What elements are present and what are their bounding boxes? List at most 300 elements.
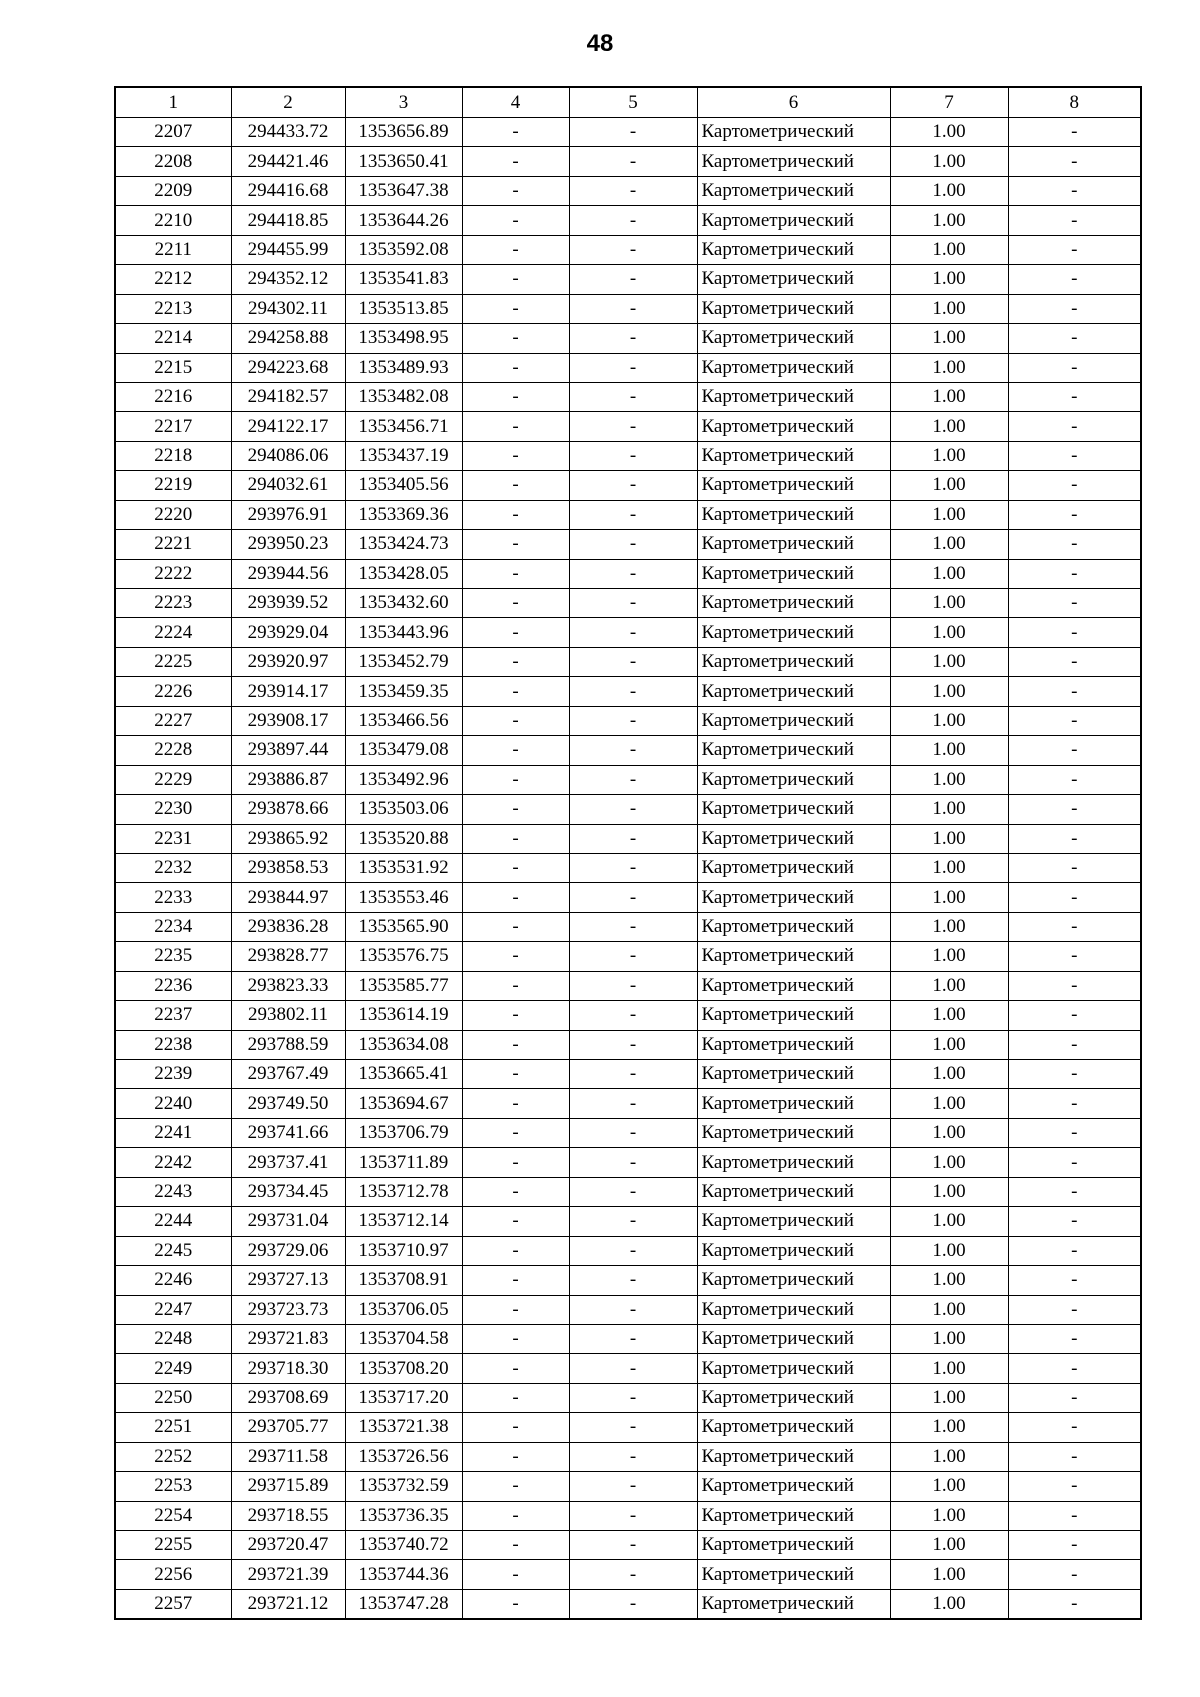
method-cell: Картометрический: [697, 265, 890, 294]
col8-cell: -: [1008, 824, 1141, 853]
point-number-cell: 2249: [115, 1354, 231, 1383]
table-row: [115, 1413, 1141, 1442]
col8-cell: -: [1008, 1501, 1141, 1530]
point-number-cell: 2236: [115, 971, 231, 1000]
y-coordinate-cell: 1353665.41: [345, 1060, 462, 1089]
y-coordinate-cell: 1353736.35: [345, 1501, 462, 1530]
accuracy-cell: 1.00: [890, 1295, 1008, 1324]
x-coordinate-cell: 294433.72: [231, 118, 345, 147]
table-row: [115, 235, 1141, 264]
col5-cell: -: [569, 589, 697, 618]
method-cell: Картометрический: [697, 736, 890, 765]
col5-cell: -: [569, 1030, 697, 1059]
table-body: [115, 118, 1141, 1620]
point-number-cell: 2244: [115, 1207, 231, 1236]
col4-cell: -: [462, 1060, 569, 1089]
method-cell: Картометрический: [697, 1531, 890, 1560]
point-number-cell: 2242: [115, 1148, 231, 1177]
col8-cell: -: [1008, 1060, 1141, 1089]
accuracy-cell: 1.00: [890, 706, 1008, 735]
method-cell: Картометрический: [697, 1501, 890, 1530]
col4-cell: -: [462, 971, 569, 1000]
x-coordinate-cell: 293718.30: [231, 1354, 345, 1383]
col5-cell: -: [569, 883, 697, 912]
y-coordinate-cell: 1353452.79: [345, 647, 462, 676]
col5-cell: -: [569, 1354, 697, 1383]
col5-cell: -: [569, 1177, 697, 1206]
table-row: [115, 1501, 1141, 1530]
point-number-cell: 2257: [115, 1589, 231, 1619]
method-cell: Картометрический: [697, 1030, 890, 1059]
table-row: [115, 883, 1141, 912]
point-number-cell: 2228: [115, 736, 231, 765]
col8-cell: -: [1008, 1560, 1141, 1589]
table-row: [115, 324, 1141, 353]
method-cell: Картометрический: [697, 118, 890, 147]
method-cell: Картометрический: [697, 853, 890, 882]
table-row: [115, 1030, 1141, 1059]
col8-cell: -: [1008, 118, 1141, 147]
table-row: [115, 176, 1141, 205]
col8-cell: -: [1008, 176, 1141, 205]
page-number: 48: [586, 30, 614, 57]
col8-cell: -: [1008, 500, 1141, 529]
y-coordinate-cell: 1353513.85: [345, 294, 462, 323]
col8-cell: -: [1008, 235, 1141, 264]
x-coordinate-cell: 293836.28: [231, 912, 345, 941]
table-row: [115, 1089, 1141, 1118]
col5-cell: -: [569, 176, 697, 205]
col8-cell: -: [1008, 1177, 1141, 1206]
x-coordinate-cell: 293939.52: [231, 589, 345, 618]
table-row: [115, 382, 1141, 411]
method-cell: Картометрический: [697, 324, 890, 353]
col8-cell: -: [1008, 471, 1141, 500]
y-coordinate-cell: 1353405.56: [345, 471, 462, 500]
col5-cell: -: [569, 765, 697, 794]
table-row: [115, 736, 1141, 765]
accuracy-cell: 1.00: [890, 206, 1008, 235]
col4-cell: -: [462, 471, 569, 500]
y-coordinate-cell: 1353647.38: [345, 176, 462, 205]
table-row: [115, 441, 1141, 470]
accuracy-cell: 1.00: [890, 324, 1008, 353]
accuracy-cell: 1.00: [890, 265, 1008, 294]
col4-cell: -: [462, 942, 569, 971]
table-row: [115, 1236, 1141, 1265]
point-number-cell: 2213: [115, 294, 231, 323]
col8-cell: -: [1008, 1413, 1141, 1442]
y-coordinate-cell: 1353744.36: [345, 1560, 462, 1589]
x-coordinate-cell: 294223.68: [231, 353, 345, 382]
y-coordinate-cell: 1353712.78: [345, 1177, 462, 1206]
method-cell: Картометрический: [697, 412, 890, 441]
col5-cell: -: [569, 795, 697, 824]
col4-cell: -: [462, 1354, 569, 1383]
point-number-cell: 2247: [115, 1295, 231, 1324]
col8-cell: -: [1008, 324, 1141, 353]
col5-cell: -: [569, 853, 697, 882]
accuracy-cell: 1.00: [890, 147, 1008, 176]
accuracy-cell: 1.00: [890, 765, 1008, 794]
table-row: [115, 765, 1141, 794]
point-number-cell: 2216: [115, 382, 231, 411]
table-row: [115, 1001, 1141, 1030]
x-coordinate-cell: 293920.97: [231, 647, 345, 676]
table-row: [115, 1266, 1141, 1295]
col5-cell: -: [569, 382, 697, 411]
x-coordinate-cell: 293897.44: [231, 736, 345, 765]
y-coordinate-cell: 1353492.96: [345, 765, 462, 794]
col4-cell: -: [462, 441, 569, 470]
col8-cell: -: [1008, 1089, 1141, 1118]
x-coordinate-cell: 293721.83: [231, 1324, 345, 1353]
method-cell: Картометрический: [697, 706, 890, 735]
point-number-cell: 2248: [115, 1324, 231, 1353]
x-coordinate-cell: 293711.58: [231, 1442, 345, 1471]
point-number-cell: 2229: [115, 765, 231, 794]
point-number-cell: 2219: [115, 471, 231, 500]
y-coordinate-cell: 1353466.56: [345, 706, 462, 735]
col5-cell: -: [569, 441, 697, 470]
col8-cell: -: [1008, 765, 1141, 794]
y-coordinate-cell: 1353443.96: [345, 618, 462, 647]
col5-cell: -: [569, 706, 697, 735]
col5-cell: -: [569, 1560, 697, 1589]
col5-cell: -: [569, 1589, 697, 1619]
method-cell: Картометрический: [697, 1266, 890, 1295]
col5-cell: -: [569, 1383, 697, 1412]
table-row: [115, 589, 1141, 618]
method-cell: Картометрический: [697, 1207, 890, 1236]
table-row: [115, 500, 1141, 529]
method-cell: Картометрический: [697, 1560, 890, 1589]
column-header-1: 1: [115, 87, 231, 118]
table-row: [115, 265, 1141, 294]
table-row: [115, 1177, 1141, 1206]
col4-cell: -: [462, 1089, 569, 1118]
y-coordinate-cell: 1353553.46: [345, 883, 462, 912]
col5-cell: -: [569, 618, 697, 647]
y-coordinate-cell: 1353489.93: [345, 353, 462, 382]
accuracy-cell: 1.00: [890, 1560, 1008, 1589]
accuracy-cell: 1.00: [890, 647, 1008, 676]
accuracy-cell: 1.00: [890, 1501, 1008, 1530]
col8-cell: -: [1008, 559, 1141, 588]
col5-cell: -: [569, 559, 697, 588]
x-coordinate-cell: 293976.91: [231, 500, 345, 529]
point-number-cell: 2234: [115, 912, 231, 941]
x-coordinate-cell: 293729.06: [231, 1236, 345, 1265]
col4-cell: -: [462, 618, 569, 647]
method-cell: Картометрический: [697, 1001, 890, 1030]
col8-cell: -: [1008, 412, 1141, 441]
col4-cell: -: [462, 206, 569, 235]
x-coordinate-cell: 294352.12: [231, 265, 345, 294]
method-cell: Картометрический: [697, 795, 890, 824]
col5-cell: -: [569, 1001, 697, 1030]
col4-cell: -: [462, 1531, 569, 1560]
col5-cell: -: [569, 1413, 697, 1442]
col8-cell: -: [1008, 1266, 1141, 1295]
table-row: [115, 824, 1141, 853]
method-cell: Картометрический: [697, 235, 890, 264]
col8-cell: -: [1008, 853, 1141, 882]
x-coordinate-cell: 293886.87: [231, 765, 345, 794]
x-coordinate-cell: 293914.17: [231, 677, 345, 706]
accuracy-cell: 1.00: [890, 559, 1008, 588]
table-row: [115, 1472, 1141, 1501]
x-coordinate-cell: 294455.99: [231, 235, 345, 264]
point-number-cell: 2207: [115, 118, 231, 147]
column-header-7: 7: [890, 87, 1008, 118]
accuracy-cell: 1.00: [890, 441, 1008, 470]
col4-cell: -: [462, 589, 569, 618]
col4-cell: -: [462, 294, 569, 323]
col8-cell: -: [1008, 942, 1141, 971]
col4-cell: -: [462, 1030, 569, 1059]
table-row: [115, 1148, 1141, 1177]
y-coordinate-cell: 1353592.08: [345, 235, 462, 264]
method-cell: Картометрический: [697, 147, 890, 176]
y-coordinate-cell: 1353740.72: [345, 1531, 462, 1560]
accuracy-cell: 1.00: [890, 1030, 1008, 1059]
x-coordinate-cell: 293718.55: [231, 1501, 345, 1530]
point-number-cell: 2223: [115, 589, 231, 618]
method-cell: Картометрический: [697, 1089, 890, 1118]
table-row: [115, 530, 1141, 559]
x-coordinate-cell: 293788.59: [231, 1030, 345, 1059]
point-number-cell: 2209: [115, 176, 231, 205]
col8-cell: -: [1008, 441, 1141, 470]
method-cell: Картометрический: [697, 912, 890, 941]
method-cell: Картометрический: [697, 883, 890, 912]
col4-cell: -: [462, 1560, 569, 1589]
method-cell: Картометрический: [697, 441, 890, 470]
y-coordinate-cell: 1353708.91: [345, 1266, 462, 1295]
accuracy-cell: 1.00: [890, 971, 1008, 1000]
col5-cell: -: [569, 265, 697, 294]
point-number-cell: 2230: [115, 795, 231, 824]
col4-cell: -: [462, 883, 569, 912]
table-row: [115, 1354, 1141, 1383]
table-row: [115, 706, 1141, 735]
point-number-cell: 2212: [115, 265, 231, 294]
col5-cell: -: [569, 1472, 697, 1501]
x-coordinate-cell: 294182.57: [231, 382, 345, 411]
table-row: [115, 353, 1141, 382]
col8-cell: -: [1008, 382, 1141, 411]
y-coordinate-cell: 1353428.05: [345, 559, 462, 588]
accuracy-cell: 1.00: [890, 824, 1008, 853]
col4-cell: -: [462, 1383, 569, 1412]
point-number-cell: 2215: [115, 353, 231, 382]
col4-cell: -: [462, 1118, 569, 1147]
col5-cell: -: [569, 235, 697, 264]
y-coordinate-cell: 1353459.35: [345, 677, 462, 706]
point-number-cell: 2246: [115, 1266, 231, 1295]
column-header-6: 6: [697, 87, 890, 118]
col4-cell: -: [462, 235, 569, 264]
table-row: [115, 1295, 1141, 1324]
col8-cell: -: [1008, 1442, 1141, 1471]
x-coordinate-cell: 294418.85: [231, 206, 345, 235]
point-number-cell: 2220: [115, 500, 231, 529]
x-coordinate-cell: 293721.12: [231, 1589, 345, 1619]
table-row: [115, 412, 1141, 441]
col4-cell: -: [462, 736, 569, 765]
col8-cell: -: [1008, 1030, 1141, 1059]
col8-cell: -: [1008, 265, 1141, 294]
col5-cell: -: [569, 118, 697, 147]
accuracy-cell: 1.00: [890, 1589, 1008, 1619]
accuracy-cell: 1.00: [890, 589, 1008, 618]
accuracy-cell: 1.00: [890, 1148, 1008, 1177]
accuracy-cell: 1.00: [890, 118, 1008, 147]
col8-cell: -: [1008, 883, 1141, 912]
table-row: [115, 118, 1141, 147]
point-number-cell: 2231: [115, 824, 231, 853]
method-cell: Картометрический: [697, 942, 890, 971]
x-coordinate-cell: 293731.04: [231, 1207, 345, 1236]
point-number-cell: 2255: [115, 1531, 231, 1560]
col4-cell: -: [462, 559, 569, 588]
col5-cell: -: [569, 1531, 697, 1560]
col5-cell: -: [569, 147, 697, 176]
col5-cell: -: [569, 1236, 697, 1265]
table-row: [115, 912, 1141, 941]
col4-cell: -: [462, 324, 569, 353]
x-coordinate-cell: 294258.88: [231, 324, 345, 353]
accuracy-cell: 1.00: [890, 1324, 1008, 1353]
method-cell: Картометрический: [697, 677, 890, 706]
accuracy-cell: 1.00: [890, 1089, 1008, 1118]
accuracy-cell: 1.00: [890, 1266, 1008, 1295]
col4-cell: -: [462, 265, 569, 294]
col5-cell: -: [569, 1442, 697, 1471]
accuracy-cell: 1.00: [890, 235, 1008, 264]
point-number-cell: 2238: [115, 1030, 231, 1059]
col5-cell: -: [569, 500, 697, 529]
method-cell: Картометрический: [697, 1442, 890, 1471]
col5-cell: -: [569, 1118, 697, 1147]
method-cell: Картометрический: [697, 1589, 890, 1619]
col4-cell: -: [462, 1295, 569, 1324]
x-coordinate-cell: 293828.77: [231, 942, 345, 971]
x-coordinate-cell: 293741.66: [231, 1118, 345, 1147]
col8-cell: -: [1008, 1236, 1141, 1265]
x-coordinate-cell: 293802.11: [231, 1001, 345, 1030]
col8-cell: -: [1008, 1472, 1141, 1501]
col4-cell: -: [462, 500, 569, 529]
col4-cell: -: [462, 795, 569, 824]
column-header-3: 3: [345, 87, 462, 118]
col4-cell: -: [462, 1207, 569, 1236]
col5-cell: -: [569, 1148, 697, 1177]
col8-cell: -: [1008, 1589, 1141, 1619]
y-coordinate-cell: 1353482.08: [345, 382, 462, 411]
column-header-4: 4: [462, 87, 569, 118]
accuracy-cell: 1.00: [890, 1472, 1008, 1501]
point-number-cell: 2226: [115, 677, 231, 706]
x-coordinate-cell: 294421.46: [231, 147, 345, 176]
x-coordinate-cell: 293715.89: [231, 1472, 345, 1501]
accuracy-cell: 1.00: [890, 382, 1008, 411]
y-coordinate-cell: 1353614.19: [345, 1001, 462, 1030]
method-cell: Картометрический: [697, 971, 890, 1000]
table-row: [115, 1560, 1141, 1589]
x-coordinate-cell: 294302.11: [231, 294, 345, 323]
x-coordinate-cell: 293721.39: [231, 1560, 345, 1589]
y-coordinate-cell: 1353710.97: [345, 1236, 462, 1265]
point-number-cell: 2241: [115, 1118, 231, 1147]
x-coordinate-cell: 293878.66: [231, 795, 345, 824]
col8-cell: -: [1008, 147, 1141, 176]
column-header-8: 8: [1008, 87, 1141, 118]
method-cell: Картометрический: [697, 589, 890, 618]
point-number-cell: 2256: [115, 1560, 231, 1589]
method-cell: Картометрический: [697, 1177, 890, 1206]
col8-cell: -: [1008, 1118, 1141, 1147]
col4-cell: -: [462, 1442, 569, 1471]
table-row: [115, 1383, 1141, 1412]
accuracy-cell: 1.00: [890, 736, 1008, 765]
col5-cell: -: [569, 1295, 697, 1324]
col8-cell: -: [1008, 795, 1141, 824]
col8-cell: -: [1008, 589, 1141, 618]
col4-cell: -: [462, 1324, 569, 1353]
point-number-cell: 2218: [115, 441, 231, 470]
y-coordinate-cell: 1353498.95: [345, 324, 462, 353]
y-coordinate-cell: 1353585.77: [345, 971, 462, 1000]
method-cell: Картометрический: [697, 353, 890, 382]
accuracy-cell: 1.00: [890, 1236, 1008, 1265]
col4-cell: -: [462, 147, 569, 176]
x-coordinate-cell: 293749.50: [231, 1089, 345, 1118]
col5-cell: -: [569, 824, 697, 853]
col4-cell: -: [462, 1148, 569, 1177]
method-cell: Картометрический: [697, 1148, 890, 1177]
col4-cell: -: [462, 1177, 569, 1206]
col8-cell: -: [1008, 677, 1141, 706]
method-cell: Картометрический: [697, 618, 890, 647]
y-coordinate-cell: 1353708.20: [345, 1354, 462, 1383]
col8-cell: -: [1008, 618, 1141, 647]
x-coordinate-cell: 293858.53: [231, 853, 345, 882]
point-number-cell: 2245: [115, 1236, 231, 1265]
point-number-cell: 2252: [115, 1442, 231, 1471]
col5-cell: -: [569, 471, 697, 500]
col8-cell: -: [1008, 530, 1141, 559]
x-coordinate-cell: 294122.17: [231, 412, 345, 441]
point-number-cell: 2217: [115, 412, 231, 441]
point-number-cell: 2224: [115, 618, 231, 647]
accuracy-cell: 1.00: [890, 412, 1008, 441]
method-cell: Картометрический: [697, 1472, 890, 1501]
x-coordinate-cell: 294416.68: [231, 176, 345, 205]
x-coordinate-cell: 293705.77: [231, 1413, 345, 1442]
table-row: [115, 294, 1141, 323]
table-row: [115, 1118, 1141, 1147]
table-row: [115, 206, 1141, 235]
table-row: [115, 559, 1141, 588]
y-coordinate-cell: 1353732.59: [345, 1472, 462, 1501]
col4-cell: -: [462, 765, 569, 794]
y-coordinate-cell: 1353726.56: [345, 1442, 462, 1471]
point-number-cell: 2214: [115, 324, 231, 353]
col4-cell: -: [462, 176, 569, 205]
point-number-cell: 2240: [115, 1089, 231, 1118]
